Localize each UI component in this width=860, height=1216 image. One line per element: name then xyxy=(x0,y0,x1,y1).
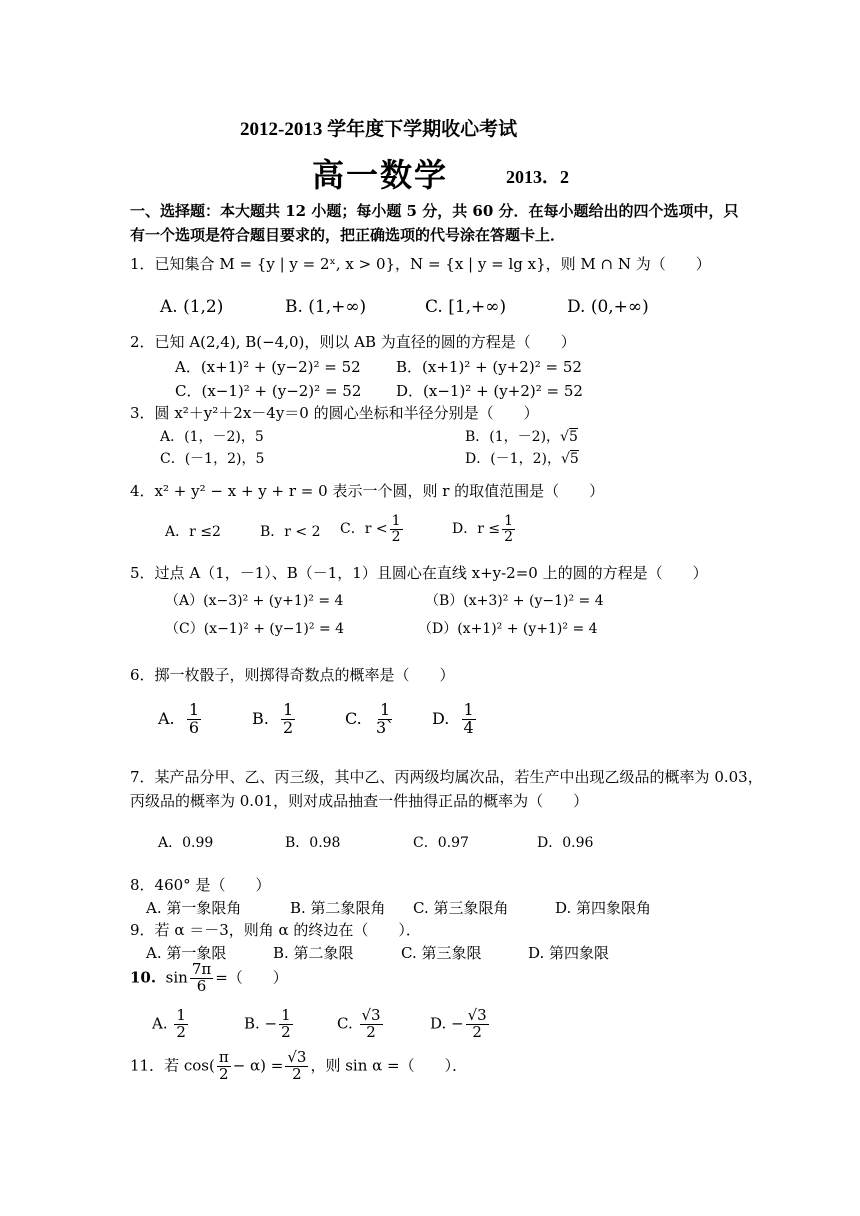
question-number: 5． xyxy=(130,564,155,582)
q10-option-b: B. − $\frac{1}{2}$ xyxy=(244,1006,291,1041)
question-number: 7． xyxy=(130,768,155,786)
question-text: 圆 x²＋y²＋2x－4y＝0 的圆心坐标和半径分别是（ ） xyxy=(154,404,539,422)
q3-option-a: A．(1，－2)，5 xyxy=(160,429,264,445)
question-text: 若 α ＝－3，则角 α 的终边在（ ）． xyxy=(154,921,421,939)
question-1 xyxy=(130,253,711,274)
q5-option-a: （A）(x−3)² + (y+1)² = 4 xyxy=(165,593,344,609)
question-8 xyxy=(130,874,270,895)
question-number: 8． xyxy=(130,876,155,894)
q7-option-a: A．0.99 xyxy=(158,835,214,851)
q7-option-d: D．0.96 xyxy=(537,835,594,851)
q1-option-a: A. (1,2) xyxy=(160,297,224,317)
q6-option-c: C. $\frac{1}{3`}$ xyxy=(345,700,395,737)
question-3 xyxy=(130,402,539,423)
question-number: 4． xyxy=(130,482,155,500)
question-number: 2． xyxy=(130,333,155,351)
question-7 xyxy=(130,766,763,787)
q9-option-c: C. 第三象限 xyxy=(401,944,482,962)
q3-option-d: D．(－1，2)，√5 xyxy=(465,451,579,467)
q4-option-b: B．r < 2 xyxy=(260,524,321,540)
q9-option-a: A. 第一象限 xyxy=(146,944,227,962)
question-10: 10. sin $\frac{7\pi}{6}$ =（ ） xyxy=(130,960,288,995)
question-number: 3． xyxy=(130,404,155,422)
q10-option-d: D. − $\frac{√3}{2}$ xyxy=(430,1006,487,1041)
exam-title: 2012-2013 学年度下学期收心考试 xyxy=(240,119,518,140)
q5-option-c: （C）(x−1)² + (y−1)² = 4 xyxy=(165,621,345,637)
q3-option-b: B．(1，－2)，√5 xyxy=(465,429,578,445)
question-text: 某产品分甲、乙、丙三级，其中乙、丙两级均属次品，若生产中出现乙级品的概率为 0.03， xyxy=(154,768,763,786)
q10-option-a: A. $\frac{1}{2}$ xyxy=(152,1006,186,1041)
q8-option-a: A. 第一象限角 xyxy=(146,899,242,917)
question-7-line2: 丙级品的概率为 0.01，则对成品抽查一件抽得正品的概率为（ ） xyxy=(130,792,589,810)
q6-option-b: B. $\frac{1}{2}$ xyxy=(252,700,294,737)
question-text: x² + y² − x + y + r = 0 表示一个圆，则 r 的取值范围是（ ） xyxy=(154,482,605,500)
question-text: 已知 A(2,4), B(−4,0)，则以 AB 为直径的圆的方程是（ ） xyxy=(154,333,576,351)
exam-date: 2013．2 xyxy=(506,167,569,187)
question-number: 6． xyxy=(130,666,155,684)
question-number: 11． xyxy=(130,1056,165,1075)
q8-option-c: C. 第三象限角 xyxy=(413,899,509,917)
q2-option-b: B．(x+1)² + (y+2)² = 52 xyxy=(396,358,582,376)
subject-title: 高一数学 xyxy=(312,156,449,194)
question-number: 9． xyxy=(130,921,155,939)
section-heading-line2: 有一个选项是符合题目要求的，把正确选项的代号涂在答题卡上． xyxy=(130,226,566,244)
q3-option-c: C．(－1，2)，5 xyxy=(160,451,265,467)
q4-option-d: D．r ≤ $\frac{1}{2}$ xyxy=(452,513,514,545)
q1-option-d: D. (0,+∞) xyxy=(567,297,649,317)
q4-option-c: C．r < $\frac{1}{2}$ xyxy=(340,513,401,545)
question-number: 10. xyxy=(130,968,157,987)
question-text: 已知集合 M = {y | y = 2ˣ, x > 0}，N = {x | y = lg x}，则 M ∩ N 为（ ） xyxy=(154,255,711,273)
q2-option-d: D．(x−1)² + (y+2)² = 52 xyxy=(396,382,583,400)
q7-option-c: C．0.97 xyxy=(413,835,469,851)
q2-option-a: A．(x+1)² + (y−2)² = 52 xyxy=(175,358,361,376)
q1-option-c: C. [1,+∞) xyxy=(425,297,507,317)
q5-option-d: （D）(x+1)² + (y+1)² = 4 xyxy=(418,621,598,637)
q6-option-d: D. $\frac{1}{4}$ xyxy=(432,700,474,737)
question-4 xyxy=(130,480,604,501)
question-text: 掷一枚骰子，则掷得奇数点的概率是（ ） xyxy=(154,666,455,684)
q5-option-b: （B）(x+3)² + (y−1)² = 4 xyxy=(425,593,604,609)
q8-option-b: B. 第二象限角 xyxy=(290,899,386,917)
q1-option-b: B. (1,+∞) xyxy=(285,297,367,317)
q2-option-c: C．(x−1)² + (y−2)² = 52 xyxy=(175,382,362,400)
q9-option-b: B. 第二象限 xyxy=(273,944,354,962)
q4-option-a: A．r ≤2 xyxy=(165,524,221,540)
q10-option-c: C. $\frac{√3}{2}$ xyxy=(337,1006,381,1041)
question-5 xyxy=(130,562,708,583)
question-11: 11．若 cos( $\frac{\pi}{2}$ − α) = $\frac{√3}{2}$ ，则 sin α =（ ）． xyxy=(130,1048,468,1083)
question-number: 1． xyxy=(130,255,155,273)
question-text: 460° 是（ ） xyxy=(154,876,271,894)
q9-option-d: D. 第四象限 xyxy=(528,944,610,962)
question-2 xyxy=(130,331,576,352)
question-6 xyxy=(130,664,455,685)
question-text: 过点 A（1，－1）、B（－1，1）且圆心在直线 x+y-2=0 上的圆的方程是（ ） xyxy=(154,564,708,582)
section-heading-line1: 一、选择题：本大题共 12 小题；每小题 5 分，共 60 分．在每小题给出的四个选项中，只 xyxy=(130,202,739,220)
q7-option-b: B．0.98 xyxy=(285,835,341,851)
q8-option-d: D. 第四象限角 xyxy=(555,899,652,917)
question-9 xyxy=(130,919,421,940)
q6-option-a: A. $\frac{1}{6}$ xyxy=(158,700,199,737)
